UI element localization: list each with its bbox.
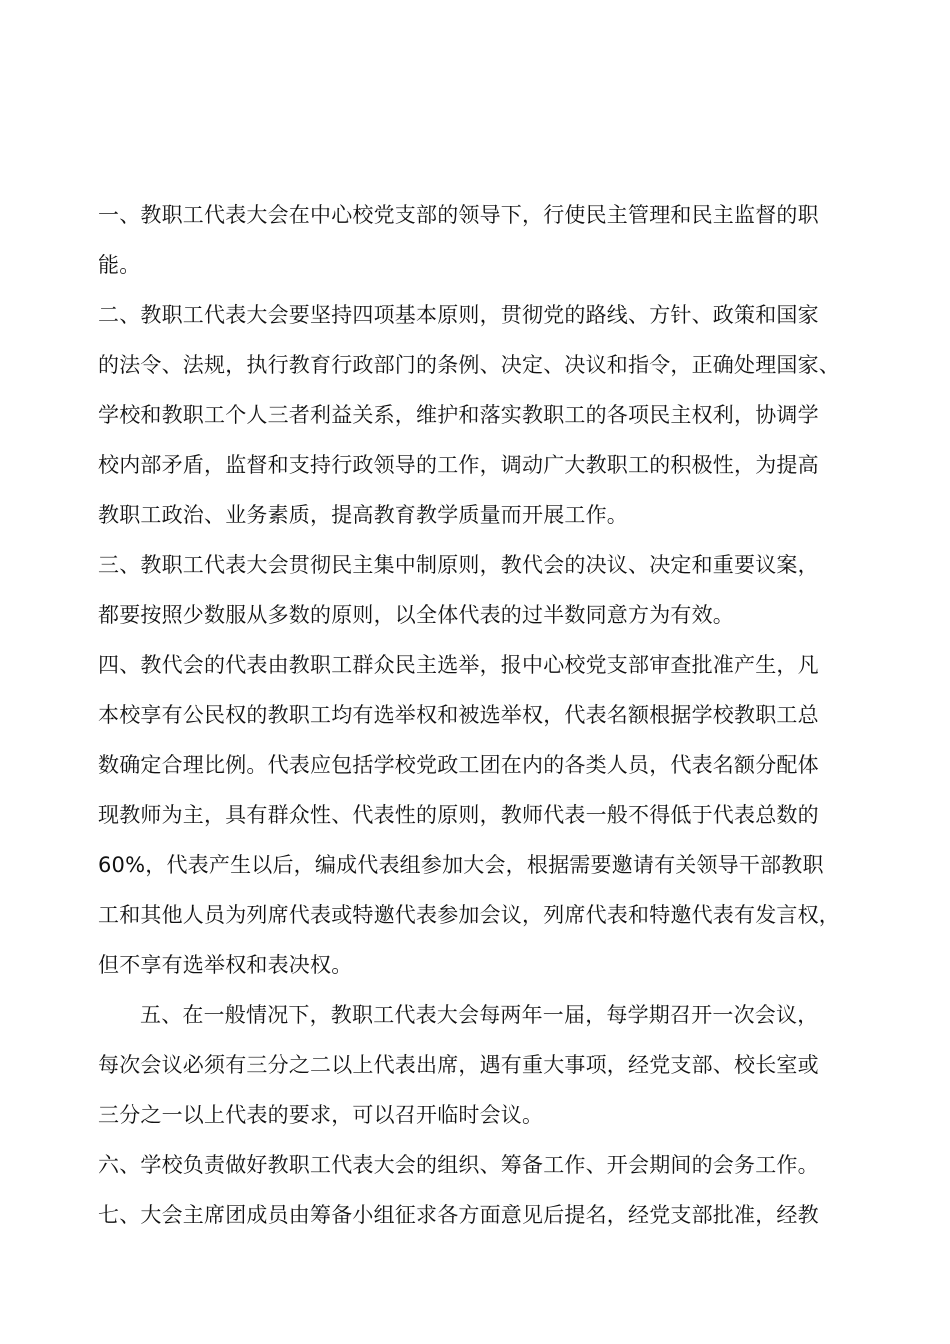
text-line: 本校享有公民权的教职工均有选举权和被选举权，代表名额根据学校教职工总 [98,703,819,727]
text-line: 都要按照少数服从多数的原则，以全体代表的过半数同意方为有效。 [98,603,734,627]
text-line: 60%，代表产生以后，编成代表组参加大会，根据需要邀请有关领导干部教职 [98,853,824,877]
text-line: 五、在一般情况下，教职工代表大会每两年一届，每学期召开一次会议， [140,1003,819,1027]
text-line: 二、教职工代表大会要坚持四项基本原则，贯彻党的路线、方针、政策和国家 [98,303,819,327]
text-line: 教职工政治、业务素质，提高教育教学质量而开展工作。 [98,503,628,527]
text-line: 但不享有选举权和表决权。 [98,953,353,977]
text-line: 每次会议必须有三分之二以上代表出席，遇有重大事项，经党支部、校长室或 [98,1053,819,1077]
text-line: 三、教职工代表大会贯彻民主集中制原则，教代会的决议、决定和重要议案， [98,553,819,577]
text-line: 四、教代会的代表由教职工群众民主选举，报中心校党支部审查批准产生，凡 [98,653,819,677]
text-line: 一、教职工代表大会在中心校党支部的领导下，行使民主管理和民主监督的职 [98,203,819,227]
text-line: 学校和教职工个人三者利益关系，维护和落实教职工的各项民主权利，协调学 [98,403,819,427]
text-line: 六、学校负责做好教职工代表大会的组织、筹备工作、开会期间的会务工作。 [98,1153,819,1177]
text-line: 三分之一以上代表的要求，可以召开临时会议。 [98,1103,544,1127]
text-line: 工和其他人员为列席代表或特邀代表参加会议，列席代表和特邀代表有发言权， [98,903,840,927]
text-line: 现教师为主，具有群众性、代表性的原则，教师代表一般不得低于代表总数的 [98,803,819,827]
text-line: 数确定合理比例。代表应包括学校党政工团在内的各类人员，代表名额分配体 [98,753,819,777]
text-line: 七、大会主席团成员由筹备小组征求各方面意见后提名，经党支部批准，经教 [98,1203,819,1227]
text-line: 校内部矛盾，监督和支持行政领导的工作，调动广大教职工的积极性，为提高 [98,453,819,477]
text-line: 的法令、法规，执行教育行政部门的条例、决定、决议和指令，正确处理国家、 [98,353,840,377]
text-line: 能。 [98,253,141,277]
